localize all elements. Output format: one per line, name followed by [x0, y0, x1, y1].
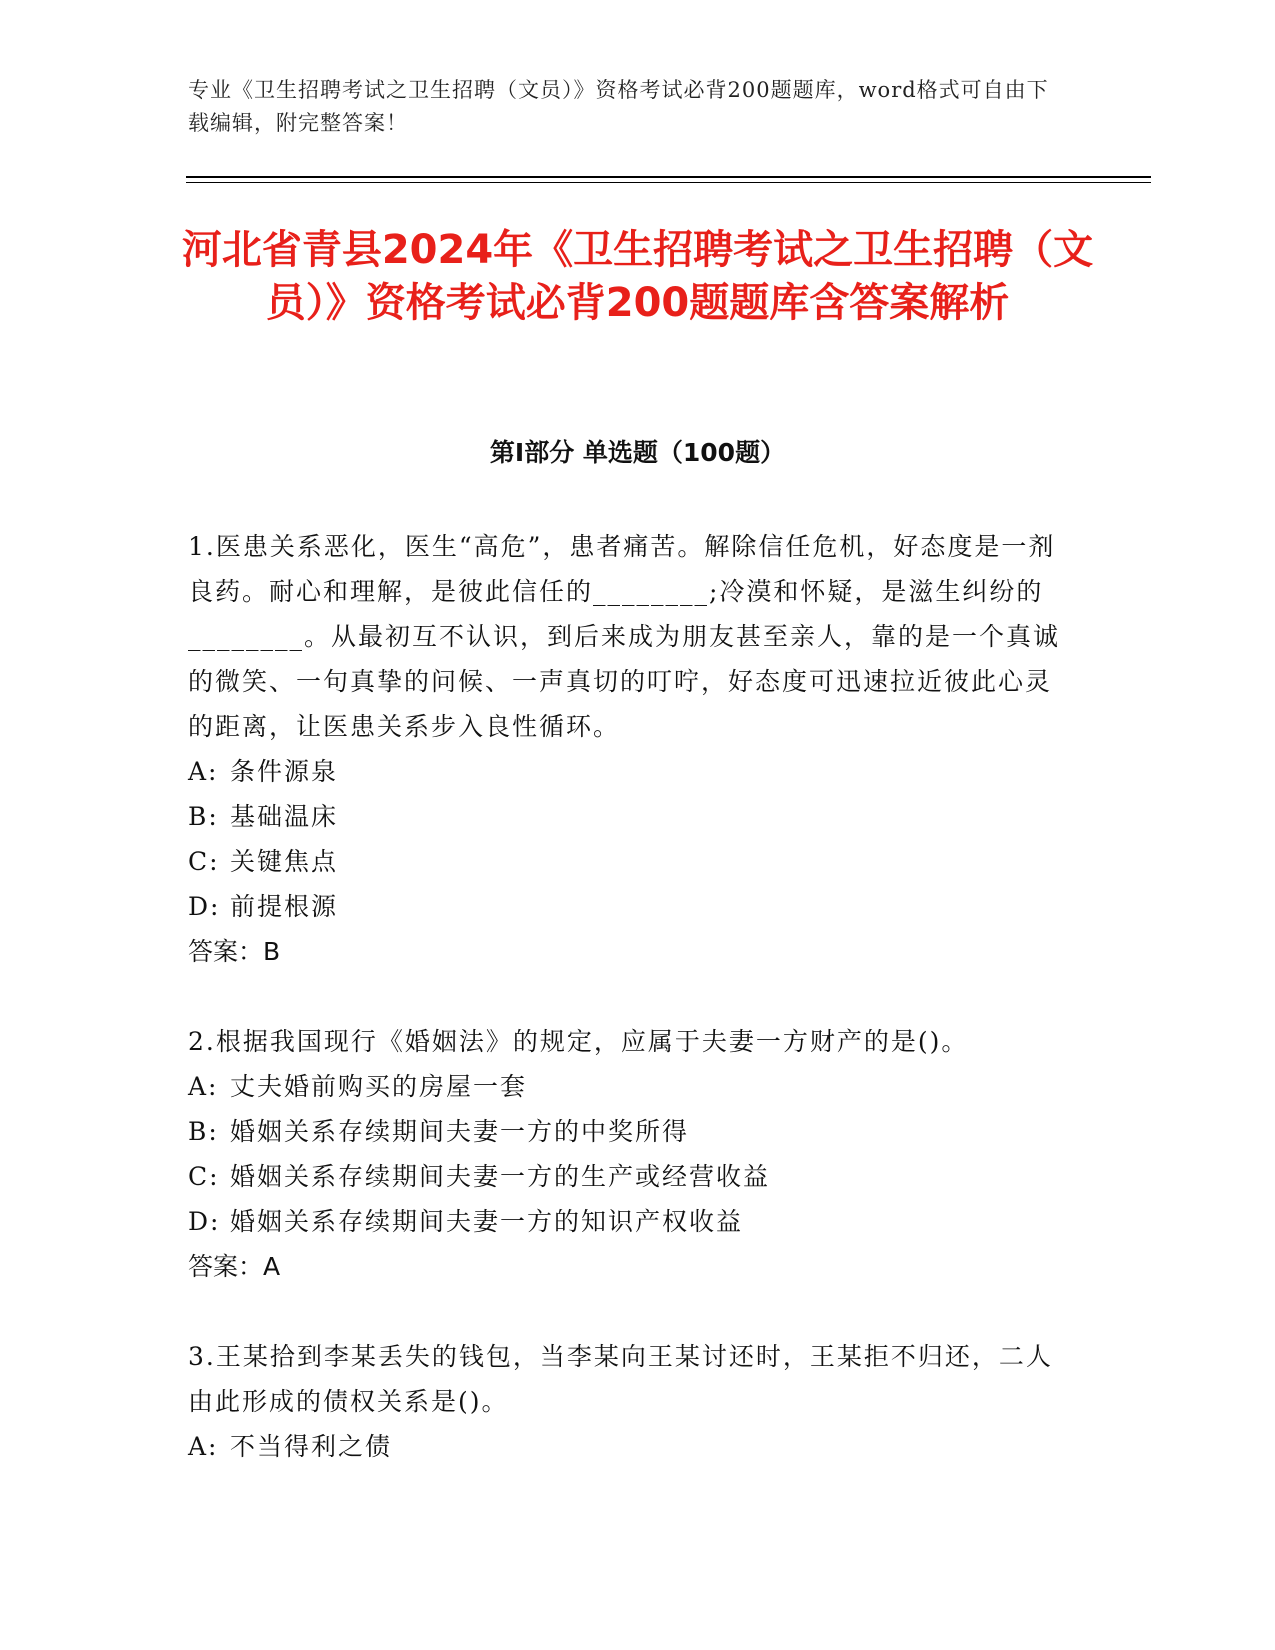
option-text: 关键焦点: [230, 847, 339, 876]
option-letter: B:: [188, 802, 219, 831]
option-list: [188, 749, 1068, 929]
header-rule-thin: [186, 182, 1151, 183]
option-b: [188, 1109, 1068, 1154]
option-letter: B:: [188, 1117, 219, 1146]
option-c: [188, 839, 1068, 884]
option-letter: C:: [188, 847, 220, 876]
option-list: [188, 1424, 1068, 1469]
option-letter: D:: [188, 892, 221, 921]
option-text: 前提根源: [230, 892, 339, 921]
option-a: [188, 749, 1068, 794]
option-text: 婚姻关系存续期间夫妻一方的中奖所得: [230, 1117, 690, 1146]
option-text: 丈夫婚前购买的房屋一套: [230, 1072, 528, 1101]
option-letter: A:: [188, 1072, 219, 1101]
option-d: [188, 1199, 1068, 1244]
option-text: 不当得利之债: [230, 1432, 393, 1461]
option-b: [188, 794, 1068, 839]
option-letter: A:: [188, 757, 219, 786]
option-text: 婚姻关系存续期间夫妻一方的知识产权收益: [230, 1207, 744, 1236]
header-rule-thick: [186, 176, 1151, 178]
question-stem: 3.王某拾到李某丢失的钱包，当李某向王某讨还时，王某拒不归还，二人由此形成的债权关系是()。: [188, 1342, 1053, 1416]
document-title: 河北省青县2024年《卫生招聘考试之卫生招聘（文员）》资格考试必背200题题库含答案解析: [181, 227, 1094, 326]
option-letter: C:: [188, 1162, 220, 1191]
answer-line: 答案：B: [188, 937, 281, 966]
option-list: [188, 1064, 1068, 1244]
question-list: [188, 524, 1068, 1469]
option-text: 条件源泉: [230, 757, 339, 786]
option-a: [188, 1064, 1068, 1109]
question-stem: 2.根据我国现行《婚姻法》的规定，应属于夫妻一方财产的是()。: [188, 1027, 969, 1056]
question-3: [188, 1334, 1068, 1469]
option-a: [188, 1424, 1068, 1469]
option-text: 婚姻关系存续期间夫妻一方的生产或经营收益: [230, 1162, 771, 1191]
question-2: [188, 1019, 1068, 1289]
section-heading: 第Ⅰ部分 单选题（100题）: [489, 438, 786, 467]
option-c: [188, 1154, 1068, 1199]
answer-line: 答案：A: [188, 1252, 281, 1281]
option-letter: D:: [188, 1207, 221, 1236]
question-stem: 1.医患关系恶化，医生“高危”，患者痛苦。解除信任危机，好态度是一剂良药。耐心和理解，是彼此信任的________;冷漠和怀疑，是滋生纠纷的________。从最初互不认识，到后来成为朋友甚至亲人，靠的是一个真诚的微笑、一句真挚的问候、一声真切的叮咛，好态度可迅速拉近彼此心灵的距离，让医患关系步入良性循环。: [188, 532, 1061, 741]
header-note: 专业《卫生招聘考试之卫生招聘（文员）》资格考试必背200题题库，word格式可自由下载编辑，附完整答案！: [188, 78, 1049, 135]
option-d: [188, 884, 1068, 929]
option-letter: A:: [188, 1432, 219, 1461]
question-1: [188, 524, 1068, 974]
option-text: 基础温床: [230, 802, 339, 831]
